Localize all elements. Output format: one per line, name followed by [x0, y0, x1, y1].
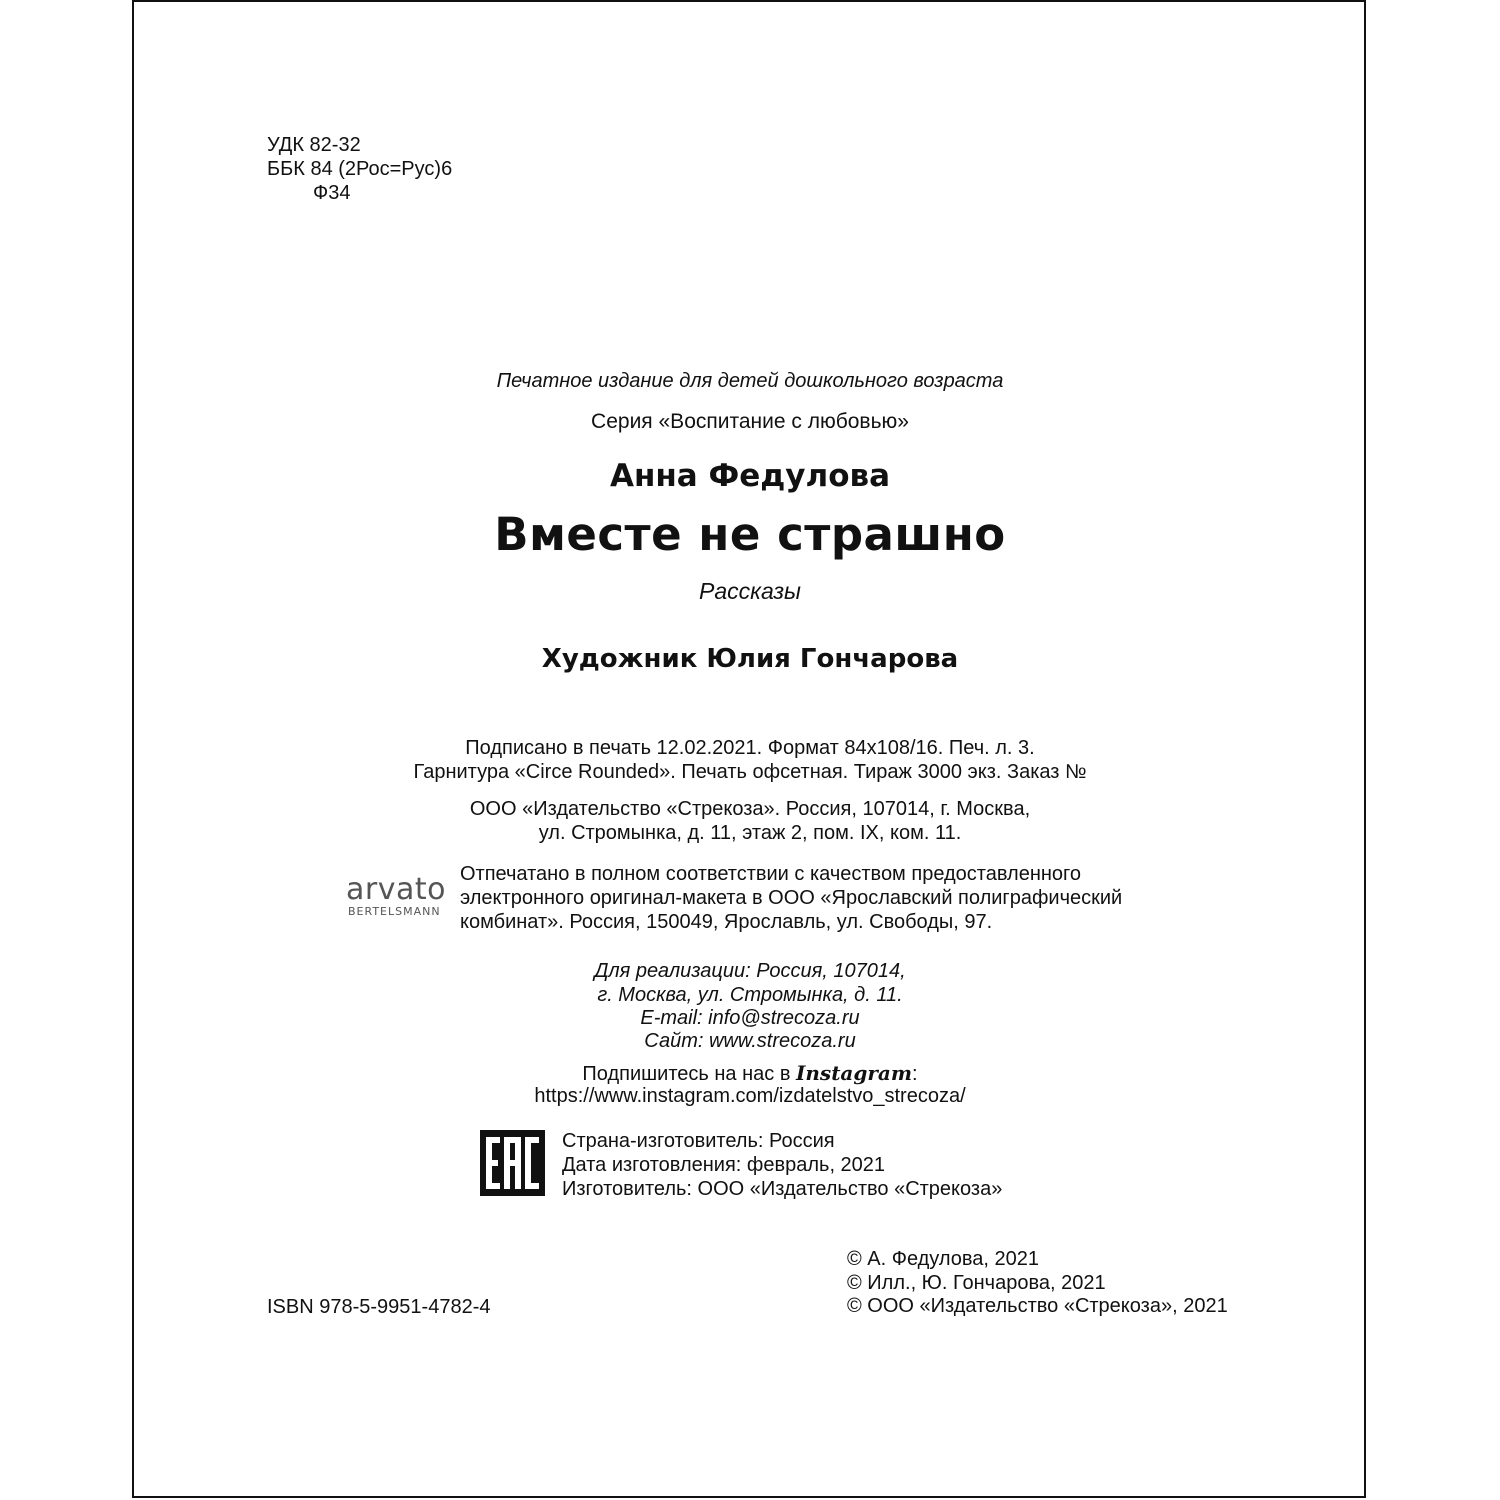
sales-line-1: Для реализации: Россия, 107014, [594, 960, 906, 982]
social-prefix: Подпишитесь на нас в [582, 1063, 797, 1085]
genre-label: Рассказы [699, 578, 801, 604]
manufacturer-maker: Изготовитель: ООО «Издательство «Стрекоза» [562, 1178, 1003, 1200]
author-name: Анна Федулова [609, 458, 891, 494]
social-line [0, 1061, 1500, 1086]
publisher-line-2: ул. Стромынка, д. 11, этаж 2, пом. IX, ком. 11. [538, 822, 962, 844]
social-suffix: : [912, 1063, 918, 1085]
bbk-code: ББК 84 (2Рос=Рус)6 [267, 158, 453, 180]
eac-mark-icon [480, 1130, 545, 1196]
manufacturer-date: Дата изготовления: февраль, 2021 [562, 1154, 886, 1176]
printer-line-3: комбинат». Россия, 150049, Ярославль, ул. Свободы, 97. [460, 911, 993, 933]
sales-site: Сайт: www.strecoza.ru [644, 1030, 856, 1052]
print-info-line-1: Подписано в печать 12.02.2021. Формат 84х108/16. Печ. л. 3. [465, 737, 1035, 759]
instagram-wordmark: Instagram [796, 1061, 913, 1085]
arvato-logo-word: arvato [346, 872, 446, 907]
udk-code: УДК 82-32 [267, 134, 361, 156]
sales-email: E-mail: info@strecoza.ru [640, 1007, 860, 1029]
sales-line-2: г. Москва, ул. Стромынка, д. 11. [597, 984, 903, 1006]
social-url: https://www.instagram.com/izdatelstvo_strecoza/ [534, 1085, 966, 1107]
print-info-line-2: Гарнитура «Circe Rounded». Печать офсетная. Тираж 3000 экз. Заказ № [413, 761, 1087, 783]
author-mark: Ф34 [313, 182, 351, 204]
arvato-logo-sub: BERTELSMANN [348, 905, 441, 918]
printer-line-2: электронного оригинал-макета в ООО «Ярославский полиграфический [460, 887, 1123, 909]
manufacturer-country: Страна-изготовитель: Россия [562, 1130, 835, 1152]
age-label: Печатное издание для детей дошкольного возраста [496, 370, 1004, 392]
book-title: Вместе не страшно [494, 508, 1006, 561]
copyright-line-1: © А. Федулова, 2021 [847, 1248, 1040, 1270]
isbn: ISBN 978-5-9951-4782-4 [267, 1296, 491, 1318]
printer-line-1: Отпечатано в полном соответствии с качеством предоставленного [460, 863, 1082, 885]
illustrator-name: Художник Юлия Гончарова [541, 644, 959, 674]
copyright-line-2: © Илл., Ю. Гончарова, 2021 [847, 1272, 1106, 1294]
series-name: Серия «Воспитание с любовью» [591, 410, 909, 433]
copyright-line-3: © ООО «Издательство «Стрекоза», 2021 [847, 1295, 1228, 1317]
arvato-logo [346, 872, 446, 918]
publisher-line-1: ООО «Издательство «Стрекоза». Россия, 107014, г. Москва, [469, 798, 1031, 820]
